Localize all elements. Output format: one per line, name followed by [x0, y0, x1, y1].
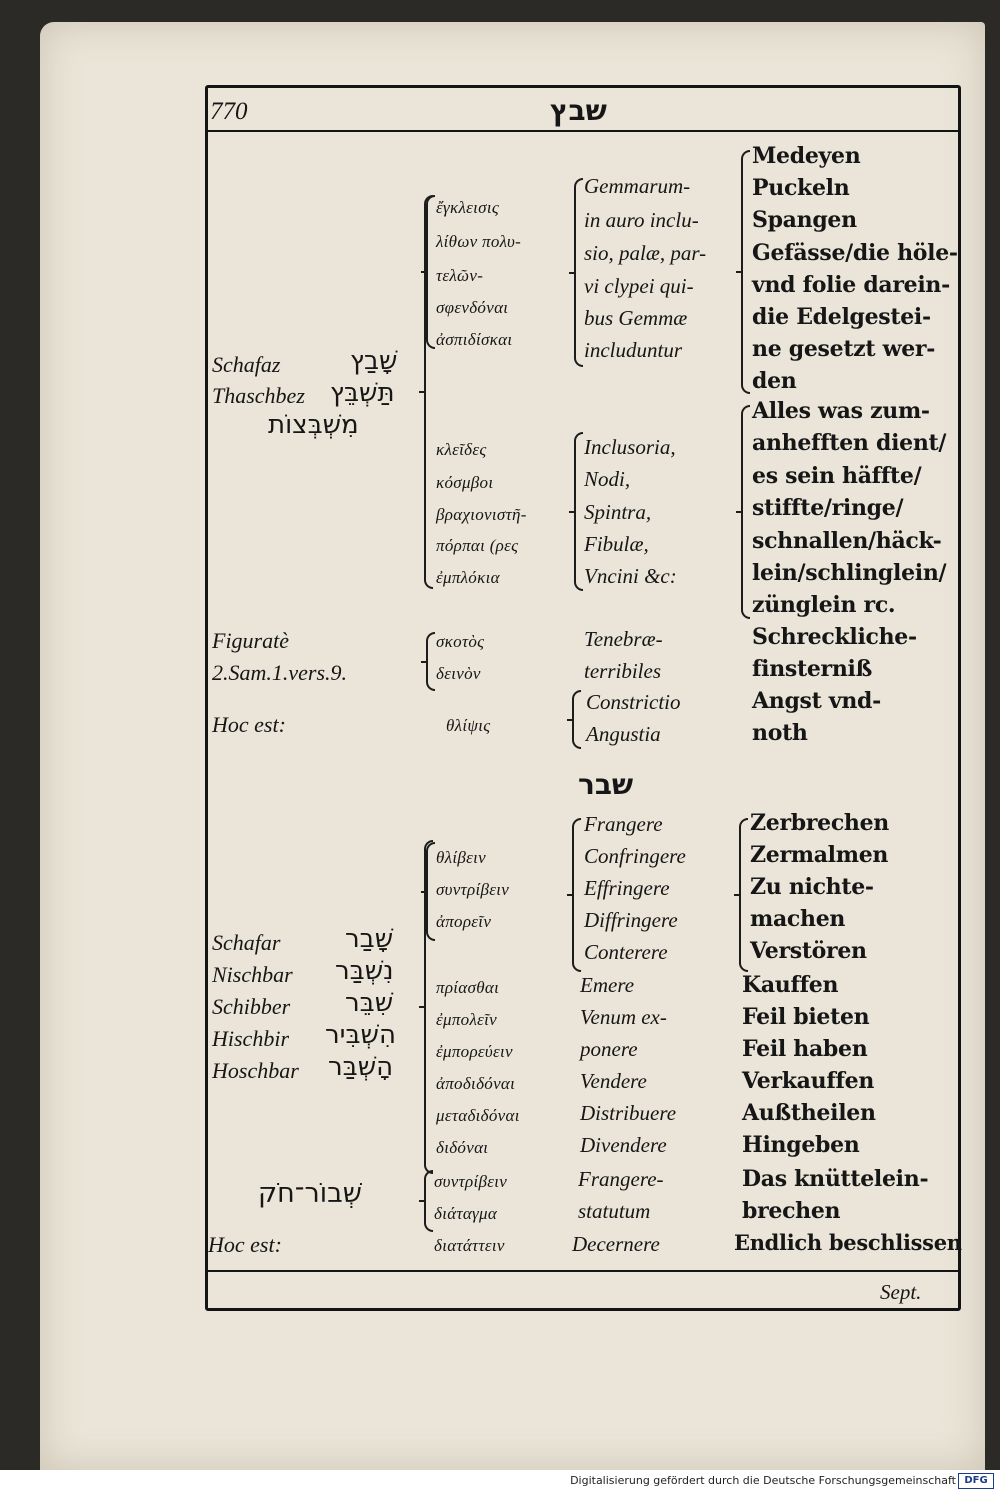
s2-trade-greek-3: ἐμπορεύειν — [436, 1042, 513, 1061]
g1-german-5: vnd folie darein- — [752, 272, 950, 298]
s2-break-greek-3: ἀπορεῖν — [436, 912, 492, 931]
hoc-est-2-greek: διατάττειν — [434, 1236, 505, 1255]
form-hebrew-tashbets: תַּשְׁבֵּץ — [330, 378, 395, 408]
s2-trade-german-4: Verkauffen — [742, 1068, 875, 1094]
brace-g2-latin — [574, 432, 583, 591]
figurate-greek-2: δεινὸν — [436, 664, 481, 683]
s2-trade-german-5: Außtheilen — [742, 1100, 876, 1126]
s2-choq-german-2: brechen — [742, 1198, 841, 1224]
g1-german-3: Spangen — [752, 207, 857, 233]
hoc-est-1-latin-1: Constrictio — [586, 690, 681, 714]
g1-latin-3: sio, palæ, par- — [584, 241, 707, 265]
s2-form-hebrew-2: נִשְׁבַּר — [335, 956, 394, 986]
g2-latin-5: Vncini &c: — [584, 564, 677, 588]
g1-latin-5: bus Gemmæ — [584, 306, 688, 330]
g1-german-6: die Edelgestei- — [752, 304, 931, 330]
hoc-est-2-label: Hoc est: — [208, 1232, 282, 1257]
s2-trade-greek-1: πρίασθαι — [436, 978, 500, 997]
s2-form-latin-2: Nischbar — [212, 962, 293, 987]
brace-hoc-est-1 — [572, 690, 581, 749]
hoc-est-1-german-2: noth — [752, 720, 808, 746]
s2-break-german-4: machen — [750, 906, 846, 932]
figurate-latin-2: terribiles — [584, 659, 661, 683]
s2-trade-greek-5: μεταδιδόναι — [436, 1106, 520, 1125]
g1-latin-4: vi clypei qui- — [584, 274, 694, 298]
figurate-latin-1: Tenebræ- — [584, 627, 663, 651]
s2-break-greek-2: συντρίβειν — [436, 880, 510, 899]
s2-form-latin-1: Schafar — [212, 930, 281, 955]
g2-latin-2: Nodi, — [584, 467, 631, 491]
hoc-est-2-german: Endlich beschlissen — [734, 1230, 962, 1255]
s2-choq-german-1: Das knüttelein- — [742, 1166, 929, 1192]
g2-german-2: anhefften dient/ — [752, 430, 947, 456]
s2-form-latin-4: Hischbir — [212, 1026, 289, 1051]
s2-choq-greek-1: συντρίβειν — [434, 1172, 508, 1191]
s2-trade-latin-4: Vendere — [580, 1069, 647, 1093]
s2-trade-german-2: Feil bieten — [742, 1004, 870, 1030]
section2-heading: שבר — [578, 768, 634, 801]
g1-german-7: ne gesetzt wer- — [752, 336, 936, 362]
g1-greek-1: ἔγκλεισις — [436, 198, 500, 217]
s2-choq-latin-1: Frangere- — [578, 1167, 664, 1191]
g1-latin-6: includuntur — [584, 338, 682, 362]
s2-trade-latin-1: Emere — [580, 973, 635, 997]
s2-trade-german-1: Kauffen — [742, 972, 839, 998]
g2-german-6: lein/schlinglein/ — [752, 560, 947, 586]
g2-greek-1: κλεῖδες — [436, 440, 487, 459]
g2-greek-5: ἐμπλόκια — [436, 568, 500, 587]
hoc-est-2-latin: Decernere — [572, 1232, 660, 1256]
g1-greek-3: τελῶν- — [436, 266, 484, 285]
s2-break-german-3: Zu nichte- — [750, 874, 874, 900]
g2-latin-3: Spintra, — [584, 500, 652, 524]
s2-trade-latin-6: Divendere — [580, 1133, 667, 1157]
g1-latin-1: Gemmarum- — [584, 174, 691, 198]
s2-break-greek-1: θλίβειν — [436, 848, 486, 867]
g1-german-2: Puckeln — [752, 175, 850, 201]
s2-break-german-1: Zerbrechen — [750, 810, 890, 836]
g1-german-4: Gefässe/die höle- — [752, 240, 958, 266]
s2-trade-german-6: Hingeben — [742, 1132, 860, 1158]
s2-choq-latin-2: statutum — [578, 1199, 651, 1223]
figurate-greek-1: σκοτὸς — [436, 632, 485, 651]
g2-german-5: schnallen/häck- — [752, 528, 942, 554]
footer-credit: Digitalisierung gefördert durch die Deutsche Forschungsgemeinschaft — [570, 1474, 956, 1487]
s2-choq-hebrew: שְׁבוֹר־חֹק — [258, 1178, 362, 1209]
s2-trade-latin-3: ponere — [580, 1037, 638, 1061]
header-rule — [205, 130, 961, 132]
s2-trade-latin-2: Venum ex- — [580, 1005, 667, 1029]
g2-german-3: es sein häffte/ — [752, 463, 922, 489]
s2-break-latin-4: Diffringere — [584, 908, 678, 932]
s2-trade-greek-4: ἀποδιδόναι — [436, 1074, 516, 1093]
hoc-est-1-german-1: Angst vnd- — [752, 688, 881, 714]
hoc-est-1-label: Hoc est: — [212, 712, 286, 737]
s2-form-hebrew-4: הִשְׁבִּיר — [325, 1020, 396, 1050]
s2-break-latin-3: Effringere — [584, 876, 670, 900]
g2-latin-4: Fibulæ, — [584, 532, 649, 556]
g2-german-7: zünglein rc. — [752, 592, 896, 618]
g1-greek-2: λίθων πολυ- — [436, 232, 522, 251]
brace-s2-choq — [424, 1170, 433, 1232]
g1-german-1: Medeyen — [752, 143, 861, 169]
g1-german-8: den — [752, 368, 797, 394]
s2-choq-greek-2: διάταγμα — [434, 1204, 498, 1223]
s2-form-latin-3: Schibber — [212, 994, 291, 1019]
g2-latin-1: Inclusoria, — [584, 435, 676, 459]
form-latin-schafaz: Schafaz — [212, 352, 281, 377]
brace-g2-german — [741, 405, 750, 619]
hoc-est-1-greek: θλίψις — [446, 716, 491, 735]
hoc-est-1-latin-2: Angustia — [586, 722, 661, 746]
dfg-logo: DFG — [958, 1473, 994, 1489]
brace-g1-greek — [426, 195, 435, 349]
s2-break-german-5: Verstören — [750, 938, 867, 964]
brace-s2-break-german — [739, 818, 748, 972]
figurate-german-1: Schreckliche- — [752, 624, 917, 650]
s2-trade-latin-5: Distribuere — [580, 1101, 677, 1125]
g2-german-1: Alles was zum- — [752, 398, 930, 424]
g1-greek-5: ἀσπιδίσκαι — [436, 330, 513, 349]
bottom-rule — [205, 1270, 961, 1272]
catchword: Sept. — [880, 1280, 922, 1304]
s2-break-latin-2: Confringere — [584, 844, 686, 868]
running-head-hebrew: שבץ — [550, 94, 607, 127]
s2-form-hebrew-1: שָׁבַר — [345, 924, 394, 954]
brace-s2-break-greek — [426, 842, 435, 941]
s2-break-german-2: Zermalmen — [750, 842, 889, 868]
s2-form-hebrew-3: שִׁבֵּר — [345, 988, 394, 1018]
form-latin-thaschbez: Thaschbez — [212, 383, 305, 408]
g2-greek-2: κόσμβοι — [436, 473, 494, 492]
g1-greek-4: σφενδόναι — [436, 298, 509, 317]
s2-break-latin-5: Conterere — [584, 940, 668, 964]
page-number: 770 — [210, 98, 248, 125]
s2-trade-german-3: Feil haben — [742, 1036, 868, 1062]
form-hebrew-shavats: שָׁבַץ — [350, 346, 398, 376]
g2-greek-3: βραχιονιστῆ- — [436, 505, 527, 524]
figurate-german-2: finsterniß — [752, 656, 873, 682]
form-hebrew-mishbetsot: מִשְׁבְּצוֹת — [268, 410, 359, 440]
brace-s2-break-latin — [572, 818, 581, 972]
brace-g1-latin — [574, 178, 583, 367]
g2-greek-4: πόρπαι (ρες — [436, 536, 519, 555]
s2-trade-greek-2: ἐμπολεῖν — [436, 1010, 497, 1029]
s2-form-latin-5: Hoschbar — [212, 1058, 299, 1083]
figurate-label: Figuratè — [212, 628, 289, 653]
s2-trade-greek-6: διδόναι — [436, 1138, 489, 1157]
g1-latin-2: in auro inclu- — [584, 208, 699, 232]
figurate-reference: 2.Sam.1.vers.9. — [212, 660, 348, 685]
brace-g1-german — [741, 150, 750, 394]
s2-break-latin-1: Frangere — [584, 812, 663, 836]
brace-figurate — [426, 632, 435, 691]
g2-german-4: stiffte/ringe/ — [752, 495, 904, 521]
s2-form-hebrew-5: הָשְׁבַּר — [328, 1052, 394, 1082]
